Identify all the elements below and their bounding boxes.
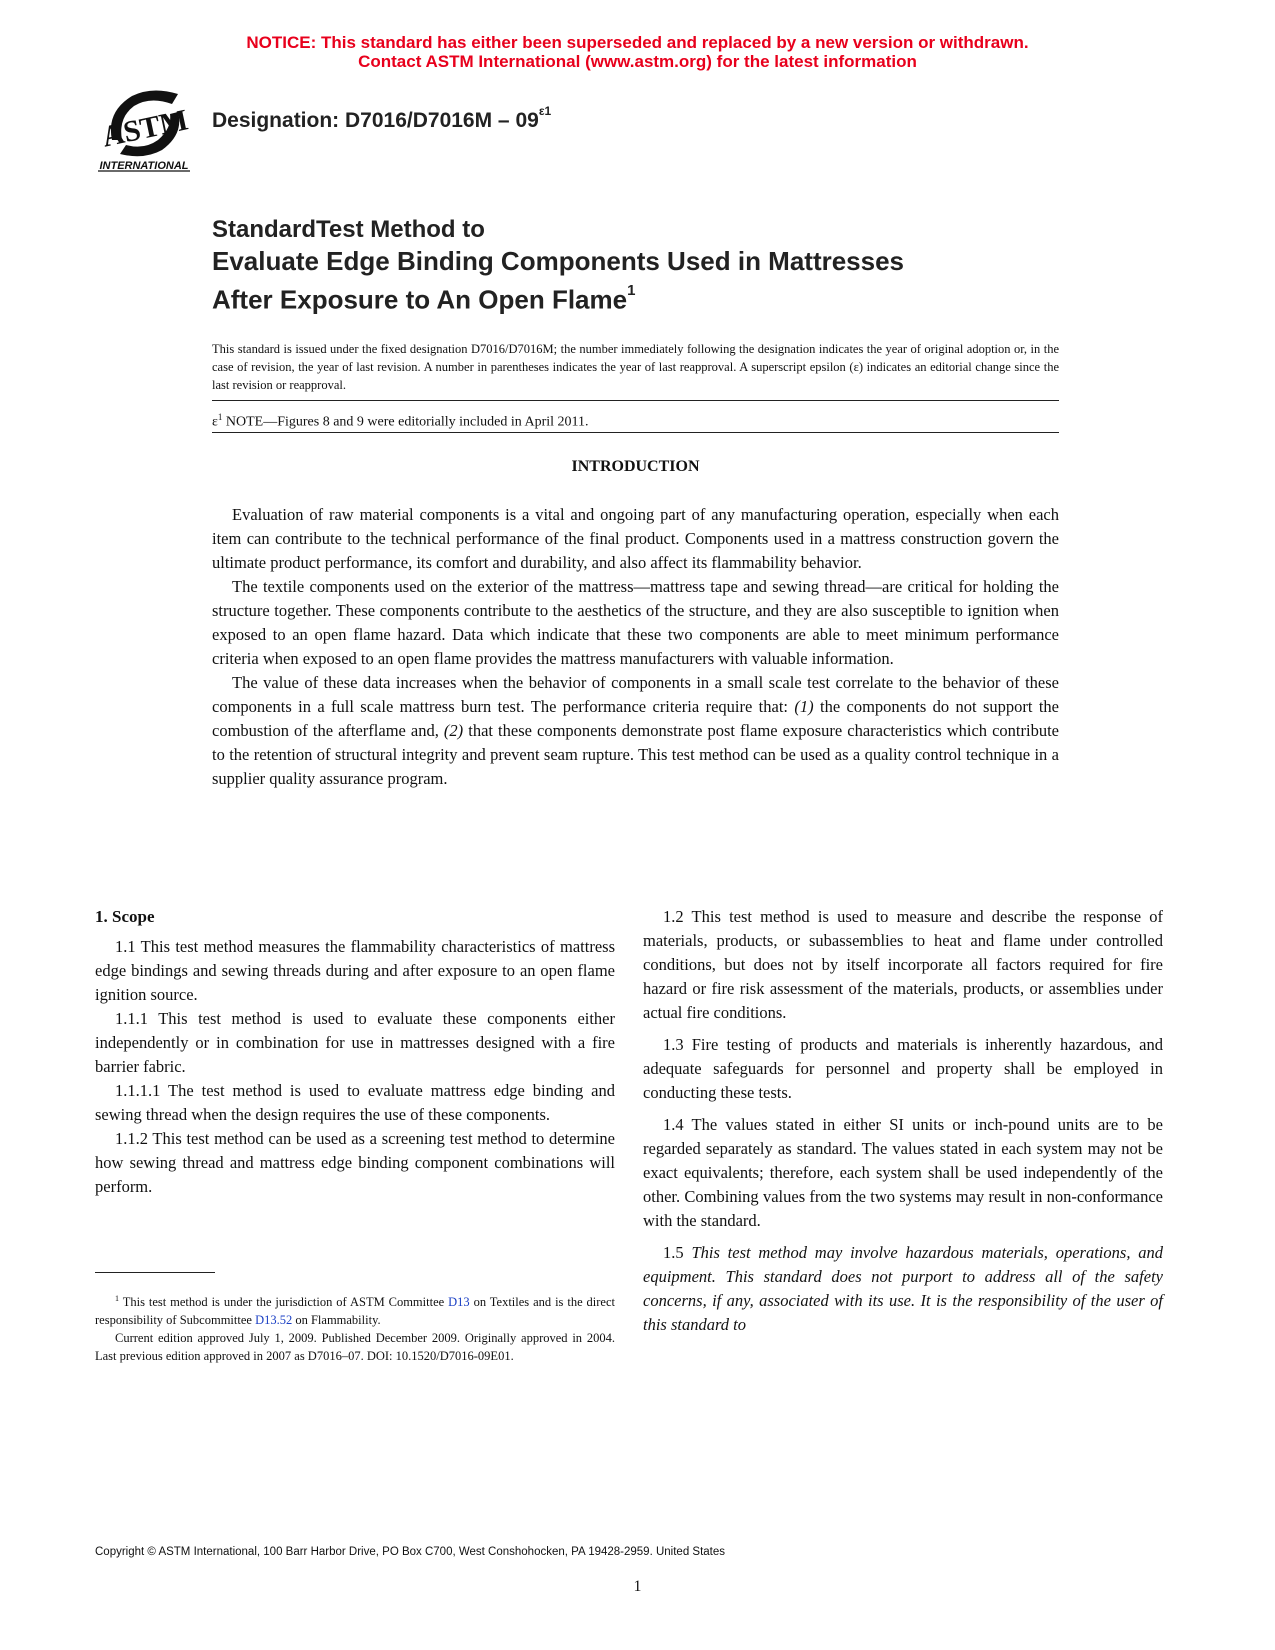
note-epsilon: ε	[212, 414, 218, 430]
logo-subtext: INTERNATIONAL	[99, 160, 189, 172]
title-footnote-mark: 1	[627, 282, 636, 299]
intro-p3-marker-1: (1)	[794, 697, 814, 716]
divider-bottom	[212, 432, 1059, 433]
section-1-3: 1.3 Fire testing of products and materials is inherently hazardous, and adequate safeguards for personnel and property shall be employed in conducting these tests.	[643, 1035, 1163, 1102]
section-1-2: 1.2 This test method is used to measure and describe the response of materials, products, or subassemblies to heat and flame under controlled conditions, but does not by itself incorporate all factors required for fire hazard or fire risk assessment of the materials, products, or assemblies under actual fire conditions.	[643, 907, 1163, 1022]
introduction-body	[212, 503, 1059, 791]
intro-p3-part-c: that these components demonstrate post flame exposure characteristics which contribute to the retention of structural integrity and prevent seam rupture. This test method can be used as a quality control technique in a supplier quality assurance program.	[212, 721, 1059, 788]
intro-paragraph-3	[212, 671, 1059, 791]
logo-letters: ASTM	[99, 103, 191, 154]
section-1-1-1-1: 1.1.1.1 The test method is used to evaluate mattress edge binding and sewing thread when the design requires the use of these components.	[95, 1081, 615, 1124]
note-epsilon-sup: 1	[217, 412, 223, 422]
intro-paragraph-1: Evaluation of raw material components is a vital and ongoing part of any manufacturing operation, especially when each item can contribute to the technical performance of the final product. Components used in a mattress construction govern the ultimate product performance, its comfort and durability, and also affect its flammability behavior.	[212, 505, 1059, 572]
notice-line-2: Contact ASTM International (www.astm.org) for the latest information	[358, 52, 917, 71]
footnote-part-b: on Textiles and is the direct responsibility of Subcommittee	[95, 1295, 616, 1328]
title-line-1: StandardTest Method to	[212, 216, 485, 243]
designation-text: Designation: D7016/D7016M – 09	[212, 109, 539, 132]
section-1-5	[643, 1241, 1163, 1337]
document-title	[212, 215, 904, 317]
designation-epsilon: ε1	[538, 104, 552, 118]
left-column	[95, 905, 615, 1199]
title-line-3: After Exposure to An Open Flame	[212, 284, 628, 315]
intro-paragraph-2: The textile components used on the exterior of the mattress—mattress tape and sewing thread—are critical for holding the structure together. These components contribute to the aesthetics of the structure, and they are also susceptible to ignition when exposed to an open flame hazard. Data which indicate that these two components are able to meet minimum performance criteria when exposed to an open flame provides the mattress manufacturers with valuable information.	[212, 577, 1059, 668]
section-1-4: 1.4 The values stated in either SI units or inch-pound units are to be regarded separately as standard. The values stated in each system may not be exact equivalents; therefore, each system shall be used independently of the other. Combining values from the two systems may result in non-conformance with the standard.	[643, 1115, 1163, 1230]
section-1-1-1: 1.1.1 This test method is used to evaluate these components either independently or in combination for use in mattresses designed with a fire barrier fabric.	[95, 1009, 615, 1076]
intro-p3-part-b: the components do not support the combustion of the afterflame and,	[212, 697, 1059, 740]
withdrawn-notice	[0, 33, 1275, 71]
designation	[212, 104, 552, 133]
subcommittee-d13-52-link[interactable]: D13.52	[255, 1313, 293, 1328]
introduction-heading: INTRODUCTION	[571, 458, 700, 475]
footnote-divider	[95, 1272, 215, 1273]
divider-top	[212, 400, 1059, 401]
section-1-5-text: This test method may involve hazardous materials, operations, and equipment. This standard does not purport to address all of the safety concerns, if any, associated with its use. It is the responsibility of the user of this standard to	[643, 1243, 1163, 1334]
issued-statement: This standard is issued under the fixed designation D7016/D7016M; the number immediately following the designation indicates the year of original adoption or, in the case of revision, the year of last revision. A number in parentheses indicates the year of last reapproval. A superscript epsilon (ε) indicates an editorial change since the last revision or reapproval.	[212, 342, 1059, 392]
note-text: NOTE—Figures 8 and 9 were editorially included in April 2011.	[222, 414, 589, 430]
section-1-1-2: 1.1.2 This test method can be used as a screening test method to determine how sewing thread and mattress edge binding component combinations will perform.	[95, 1129, 615, 1196]
footnote-edition: Current edition approved July 1, 2009. Published December 2009. Originally approved in 2004. Last previous edition approved in 2007 as D7016–07. DOI: 10.1520/D7016-09E01.	[95, 1331, 615, 1364]
copyright-footer: Copyright © ASTM International, 100 Barr Harbor Drive, PO Box C700, West Conshohocken, PA 19428-2959. United States	[95, 1546, 726, 1558]
title-line-2: Evaluate Edge Binding Components Used in Mattresses	[212, 246, 905, 276]
footnote-part-a: This test method is under the jurisdiction of ASTM Committee	[119, 1295, 449, 1310]
page-number: 1	[633, 1578, 642, 1595]
footnote	[95, 1290, 615, 1365]
intro-p3-part-a: The value of these data increases when the behavior of components in a small scale test correlate to the behavior of these components in a full scale mattress burn test. The performance criteria require that:	[212, 673, 1059, 716]
section-1-5-number: 1.5	[663, 1243, 692, 1262]
footnote-part-c: on Flammability.	[292, 1313, 381, 1328]
editorial-note	[212, 412, 589, 431]
footnote-mark: 1	[115, 1294, 119, 1303]
scope-heading: 1. Scope	[95, 907, 155, 926]
astm-logo	[92, 82, 198, 172]
right-column	[643, 905, 1163, 1337]
committee-d13-link[interactable]: D13	[448, 1295, 470, 1310]
intro-p3-marker-2: (2)	[443, 721, 464, 740]
notice-line-1: NOTICE: This standard has either been superseded and replaced by a new version or withdrawn.	[246, 33, 1029, 52]
section-1-1: 1.1 This test method measures the flammability characteristics of mattress edge bindings and sewing threads during and after exposure to an open flame ignition source.	[95, 937, 615, 1004]
footnote-jurisdiction	[95, 1290, 615, 1329]
